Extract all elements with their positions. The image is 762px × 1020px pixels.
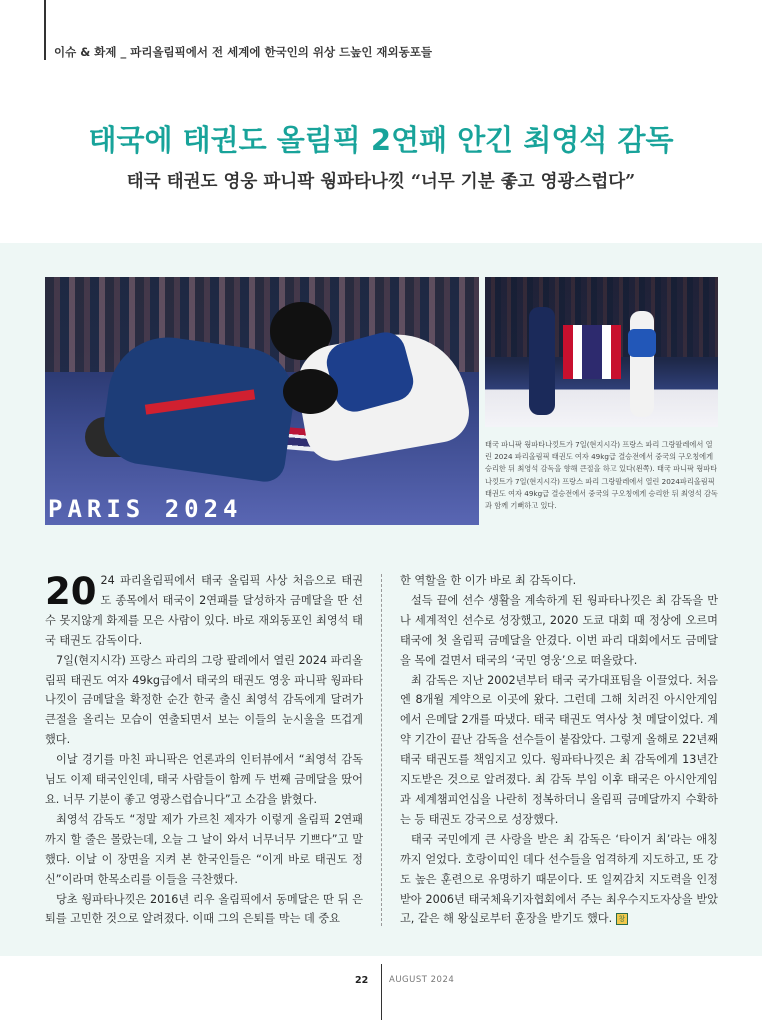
body-paragraph: 이날 경기를 마친 파니팍은 언론과의 인터뷰에서 “최영석 감독님도 이제 태국인인데, 태국 사람들이 함께 두 번째 금메달을 땄어요. 너무 기분이 좋고 영광스럽습니다”고 소감을 밝혔다. [45,753,363,806]
top-divider-line [44,0,46,60]
side-coach-figure [529,307,555,415]
body-paragraph: 설득 끝에 선수 생활을 계속하게 된 웡파타나낏은 최 감독을 만나 세계적인 선수로 성장했고, 2020 도쿄 대회 때 정상에 오르며 태국에 첫 올림픽 금메달을 안겼다. 이번 파리 대회에서도 금메달을 목에 걸면서 태국의 ‘국민 영웅’으로 떠올랐다. [400,593,718,667]
side-athlete-vest [628,329,656,357]
body-column-right [400,571,718,929]
side-photo [485,277,718,427]
main-photo [45,277,479,525]
photo-caption: 태국 파니팍 웡파타나낏트가 7일(현지시각) 프랑스 파리 그랑팔레에서 열린 2024 파리올림픽 태권도 여자 49kg급 결승전에서 중국의 구오칭에게 승리한 뒤 최영석 감독을 향해 큰절을 하고 있다(왼쪽). 태국 파니팍 웡파타나낏트가 7일(현지시각) 프랑스 파리 그랑팔레에서 열린 2024파리올림픽 태권도 여자 49kg급 결승전에서 중국의 구오칭에게 승리한 뒤 최영석 감독과 함께 기뻐하고 있다. [485,440,718,511]
body-paragraph: 당초 웡파타나낏은 2016년 리우 올림픽에서 동메달은 딴 뒤 은퇴를 고민한 것으로 알려졌다. 이때 그의 은퇴를 막는 데 중요 [45,892,363,926]
body-paragraph [400,830,718,930]
section-tag: 이슈 & 화제 _ 파리올림픽에서 전 세계에 한국인의 위상 드높인 재외동포들 [54,45,432,59]
body-paragraph: 한 역할을 한 이가 바로 최 감독이다. [400,574,577,587]
drop-cap: 20 [45,570,97,613]
issue-date: AUGUST 2024 [389,975,455,985]
article-end-mark-icon: 창 [616,913,628,925]
page-number: 22 [355,975,369,986]
footer-divider-line [381,964,382,1020]
column-divider [381,574,382,926]
article-subtitle: 태국 태권도 영웅 파니팍 웡파타나낏 “너무 기분 좋고 영광스럽다” [126,172,636,192]
paris-2024-watermark: PARIS 2024 [48,495,243,523]
body-paragraph [45,571,363,651]
body-paragraph: 최영석 감독도 “정말 제가 가르친 제자가 이렇게 올림픽 2연패까지 할 줄은 몰랐는데, 오늘 그 날이 와서 너무너무 기쁘다”고 말했다. 이날 이 장면을 지켜 본 한국인들은 “이게 바로 태권도 정신”이라며 한목소리를 이들을 극찬했다. [45,812,363,886]
body-paragraph: 7일(현지시각) 프랑스 파리의 그랑 팔레에서 열린 2024 파리올림픽 태권도 여자 49kg급에서 태국의 태권도 영웅 파니팍 웡파타나낏이 금메달을 확정한 순간 한국 출신 최영석 감독에게 달려가 큰절을 올리는 모습이 연출되면서 보는 이들의 눈시울을 뜨겁게 했다. [45,653,363,747]
article-title: 태국에 태권도 올림픽 2연패 안긴 최영석 감독 [88,123,674,157]
body-paragraph-text: 태국 국민에게 큰 사랑을 받은 최 감독은 ‘타이거 최’라는 애칭까지 얻었다. 호랑이띠인 데다 선수들을 엄격하게 지도하고, 또 강도 높은 훈련으로 유명하기 때문이다. 또 일찌감치 지도력을 인정받아 2006년 태국체육기자협회에서 주는 최우수지도자상을 받았고, 같은 해 왕실로부터 훈장을 받기도 했다. [400,832,718,926]
body-paragraph: 최 감독은 지난 2002년부터 태국 국가대표팀을 이끌었다. 처음엔 8개월 계약으로 이곳에 왔다. 그런데 그해 치러진 아시안게임에서 은메달 2개를 따냈다. 태국 태권도 역사상 첫 메달이었다. 계약 기간이 끝난 감독을 선수들이 붙잡았다. 그렇게 올해로 22년째 태국 태권도를 책임지고 있다. 웡파타나낏은 최 감독에게 13년간 지도받은 것으로 알려졌다. 최 감독 부임 이후 태국은 아시안게임과 세계챔피언십을 나란히 정복하더니 올림픽 금메달까지 수확하는 등 태권도 강국으로 성장했다. [400,673,718,826]
body-column-left [45,571,363,929]
side-athlete-figure [630,311,654,417]
body-paragraph-text: 24 파리올림픽에서 태국 올림픽 사상 처음으로 태권도 종목에서 태국이 2연패를 달성하자 금메달을 딴 선수 못지않게 화제를 모은 사람이 있다. 바로 재외동포인 최영석 태국 태권도 감독이다. [45,574,363,647]
athlete-head [283,369,338,414]
side-thai-flag [563,325,621,379]
